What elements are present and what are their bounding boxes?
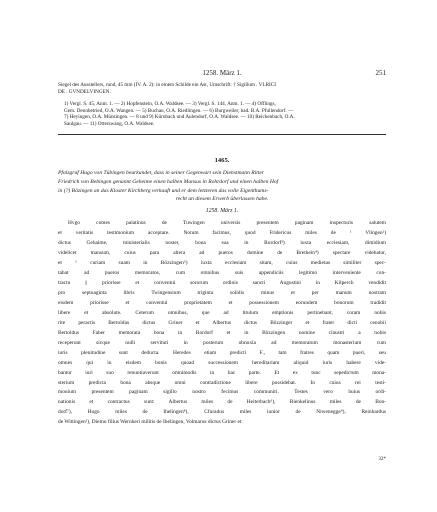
text-line: receperunt sicque nulli servituti in posterum obnoxia ad memoratum monasterium cum [58, 339, 386, 346]
seal-description [58, 82, 386, 95]
text-line: dictus Gehaime, ministerialis noster, bona sua in Rordorf³) iuxta ecclesiam, dimidium [58, 239, 386, 246]
regest-line: Friedrich von Bebingen genannt Geheime einen halben Mansus in Rohrdorf und einen halben Hof [58, 178, 279, 185]
signature-mark: 32* [378, 457, 386, 462]
text-line: et ¹ curiam suam in Bözzingen⁵) iuxta ecclesiam sitam, cuius medietas similiter spec- [58, 259, 386, 266]
text-line: videlicet mansum, cuius para altera ad pueros domine de Brethein⁴) spectare videbatur, [58, 249, 386, 256]
text-line: omnes qui in eisdem bonis quoad successionem hereditariam aliquid iuris habere vide- [58, 359, 386, 366]
footnote-line: Gem. Dennbetried, O.A. Wangen. — 5) Buchau, O.A. Riedlingen. — 6) Burgweiler, bad. B.A. Pfullendorf. — [64, 107, 294, 114]
text-line: et veritatis testimonium acceptare. Notum facimus, quod Fridericus miles de ¹ Vlingen²) [58, 229, 386, 236]
text-line: rite peractis Bertoldus dictus Griner et Albertus dictus Bözzinger et frater dicti cenobii [58, 319, 386, 326]
text-line: eisdem priorisse et conventui proprietatem et possessionem eorundem bonorum tradidit [58, 299, 386, 306]
text-line: pro septuaginta libris Twingensium triginta solidis minus et per manum nostram [58, 289, 386, 296]
text-line: de Wittingen¹), Diemo filius Wernheri militis de Ihelingen, Volmarus dictus Griner et [58, 419, 242, 426]
seal-line: DE . GVNDELVINGEN. [58, 88, 111, 95]
regest-line: in (?) Bözingen an das Kloster Kirchberg verkauft und er dem letzteren das volle Eigenthums- [58, 187, 269, 194]
regest-line: recht an diesem Erwerb überlassen habe. [175, 196, 269, 203]
text-line: tabat ad pueros memoratos, cum omnibus suis appendiciis legitimo interveniente con- [58, 269, 386, 276]
section-divider [58, 134, 386, 135]
footnotes [58, 101, 386, 127]
page-number: 251 [375, 69, 386, 77]
text-line: Hvgo comes palatinus de Tuwingen universis presentem paginam inspecturis salutem [68, 220, 386, 226]
text-line: iuris plenitudine sunt deducta. Heredes etiam predicti F., tam fratres quam pueri, seu [58, 349, 386, 356]
text-line: sterium predicta bona absque omni contradictione libere possidebat. In cuius rei testi- [58, 379, 386, 386]
text-line: Bertoldus Faber memorata bona in Rordorf et in Bözzingen nomine claustri a nobis [58, 329, 386, 336]
charter-text [58, 219, 386, 428]
header-date: 1258. März 1. [202, 69, 242, 77]
footnote-line: 7) Heyingen, O.A. Münsingen. — 8 und 9) Kürnbach und Aulendorf, O.A. Waldsee. — 10) Reichenbach, O.A. [64, 114, 295, 121]
seal-line: Siegel des Ausstellers, rund, 45 mm (IV. A. 2): in einem Schilde ein Ast, Umschrift: † Sigillum . VLRICI [58, 82, 276, 88]
text-line: libere et absolute. Ceterum omnibus, que ad titulum emptionis pertinebant, coram nobis [58, 309, 386, 316]
text-line: bantur iuri suo renuntiaverunt omnimodis in hac parte. Et ex tunc sepedictum mona- [58, 369, 386, 376]
document-number: 1465. [214, 157, 230, 164]
regest-line: Pfalzgraf Hugo von Tübingen beurkundet, dass in seiner Gegenwart sein Dienstmann Ritter [58, 170, 265, 176]
footnote-line: 1) Vergl. S. 45, Anm. 1. — 2) Hopfenstein, O.A. Waldsee. — 3) Vergl. S. 144, Anm. 1. — 4) Offlings, [64, 101, 276, 107]
footnote-line: Saulgau. — 11) Otterswang, O.A. Waldsee. [64, 120, 155, 127]
running-header [58, 69, 386, 79]
document-dateline: 1258. März 1. [205, 208, 239, 214]
text-line: tractu || priorisse et conventui sororum ordinis sancti Augustini in Kilperch vendidit [58, 279, 386, 286]
text-line: monium presentem paginam sigillo nostro fecimus communiri. Testes vero huius ordi- [58, 389, 386, 396]
text-line: nationis et contractus sunt: Albertus miles de Heiterbach⁶), Bienkelinus miles de Bon- [58, 399, 386, 406]
regest-summary [58, 169, 386, 204]
text-line: dorf⁷), Hugo miles de Ihelingen⁸), Cfuradus miles iunior de Niwenegge⁹), Reinhardus [58, 409, 386, 416]
